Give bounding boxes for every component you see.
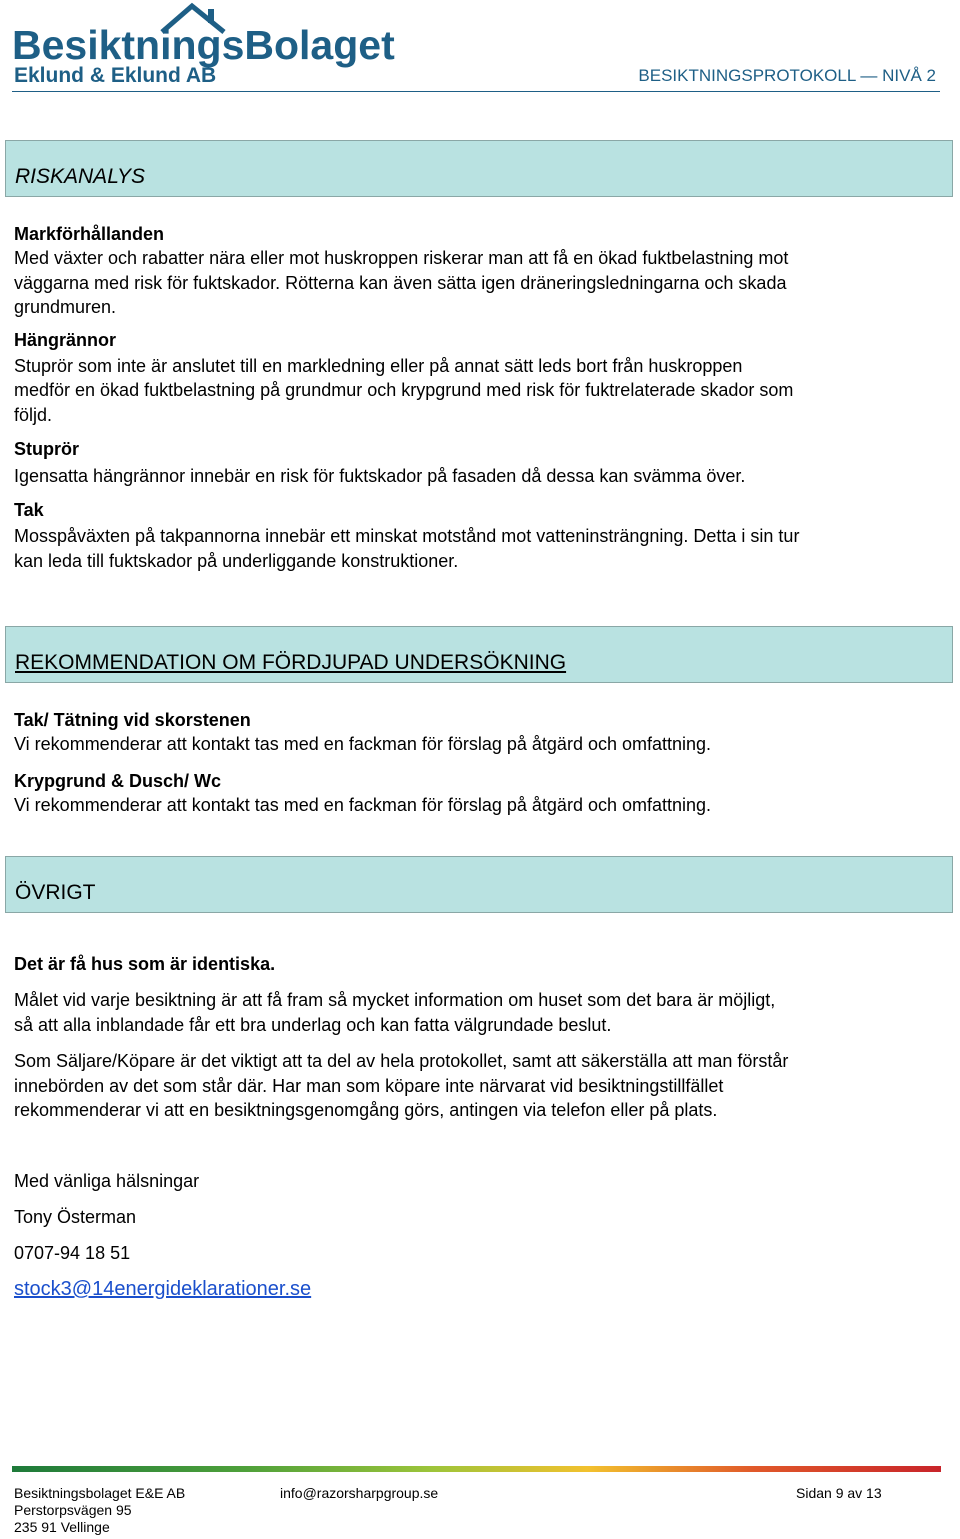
ovrigt-body	[14, 952, 944, 1122]
item-heading: Tak	[14, 500, 44, 521]
item-heading: Hängrännor	[14, 329, 117, 350]
paragraph-line: Målet vid varje besiktning är att få fram så mycket information om huset som det bara är möjligt,	[14, 990, 776, 1011]
item-line: medför en ökad fuktbelastning på grundmur och krypgrund med risk för fuktrelaterade skador som	[14, 380, 794, 401]
item-line: väggarna med risk för fuktskador. Rötterna kan även sätta igen dräneringsledningarna och skada	[14, 272, 787, 293]
rekommendation-body	[14, 708, 944, 818]
section-title: RISKANALYS	[15, 165, 145, 188]
signature-phone: 0707-94 18 51	[14, 1243, 131, 1263]
document-title: BESIKTNINGSPROTOKOLL — NIVÅ 2	[638, 66, 936, 85]
paragraph-line: Som Säljare/Köpare är det viktigt att ta del av hela protokollet, samt att säkerställa att man förstår	[14, 1051, 789, 1072]
signature-greeting: Med vänliga hälsningar	[14, 1171, 200, 1191]
section-title: ÖVRIGT	[15, 881, 96, 904]
footer-postal: 235 91 Vellinge	[14, 1519, 110, 1535]
footer-page-number: Sidan 9 av 13	[796, 1485, 882, 1501]
header-divider	[12, 91, 940, 92]
item-line: Mosspåväxten på takpannorna innebär ett minskat motstånd mot vatteninsträngning. Detta i sin tur	[14, 526, 800, 547]
footer-address	[14, 1485, 185, 1536]
item-line: kan leda till fuktskador på underliggande konstruktioner.	[14, 550, 459, 571]
footer-color-bar	[12, 1466, 941, 1472]
paragraph-line: rekommenderar vi att en besiktningsgenomgång görs, antingen via telefon eller på plats.	[14, 1100, 718, 1121]
ovrigt-heading: Det är få hus som är identiska.	[14, 954, 276, 974]
item-line: Igensatta hängrännor innebär en risk för fuktskador på fasaden då dessa kan svämma över.	[14, 465, 746, 486]
item-heading: Krypgrund & Dusch/ Wc	[14, 770, 222, 791]
item-line: grundmuren.	[14, 297, 117, 318]
footer-street: Perstorpsvägen 95	[14, 1502, 132, 1518]
item-line: Med växter och rabatter nära eller mot huskroppen riskerar man att få en ökad fuktbelastning mot	[14, 248, 789, 269]
item-line: Stuprör som inte är anslutet till en markledning eller på annat sätt leds bort från huskroppen	[14, 356, 743, 377]
section-header-riskanalys	[5, 140, 953, 197]
item-line: följd.	[14, 404, 53, 425]
section-title: REKOMMENDATION OM FÖRDJUPAD UNDERSÖKNING	[15, 651, 567, 674]
logo-name: BesiktningsBolaget	[12, 22, 395, 68]
signature-email-link[interactable]: stock3@14energideklarationer.se	[14, 1278, 312, 1300]
item-heading: Stuprör	[14, 439, 79, 460]
signature-name: Tony Österman	[14, 1207, 137, 1227]
riskanalys-body	[14, 222, 944, 573]
footer-company: Besiktningsbolaget E&E AB	[14, 1485, 186, 1501]
item-text: Vi rekommenderar att kontakt tas med en fackman för förslag på åtgärd och omfattning.	[14, 734, 712, 755]
section-header-rekommendation	[5, 626, 953, 683]
paragraph-line: så att alla inblandade får ett bra underlag och kan fatta välgrundade beslut.	[14, 1014, 612, 1035]
item-heading: Markförhållanden	[14, 224, 165, 244]
logo-subtitle: Eklund & Eklund AB	[14, 64, 217, 87]
paragraph-line: innebörden av det som står där. Har man som köpare inte närvarat vid besiktningstillfället	[14, 1075, 724, 1096]
item-text: Vi rekommenderar att kontakt tas med en fackman för förslag på åtgärd och omfattning.	[14, 795, 712, 816]
item-heading: Tak/ Tätning vid skorstenen	[14, 710, 251, 730]
section-header-ovrigt	[5, 856, 953, 913]
footer-email: info@razorsharpgroup.se	[280, 1485, 439, 1501]
